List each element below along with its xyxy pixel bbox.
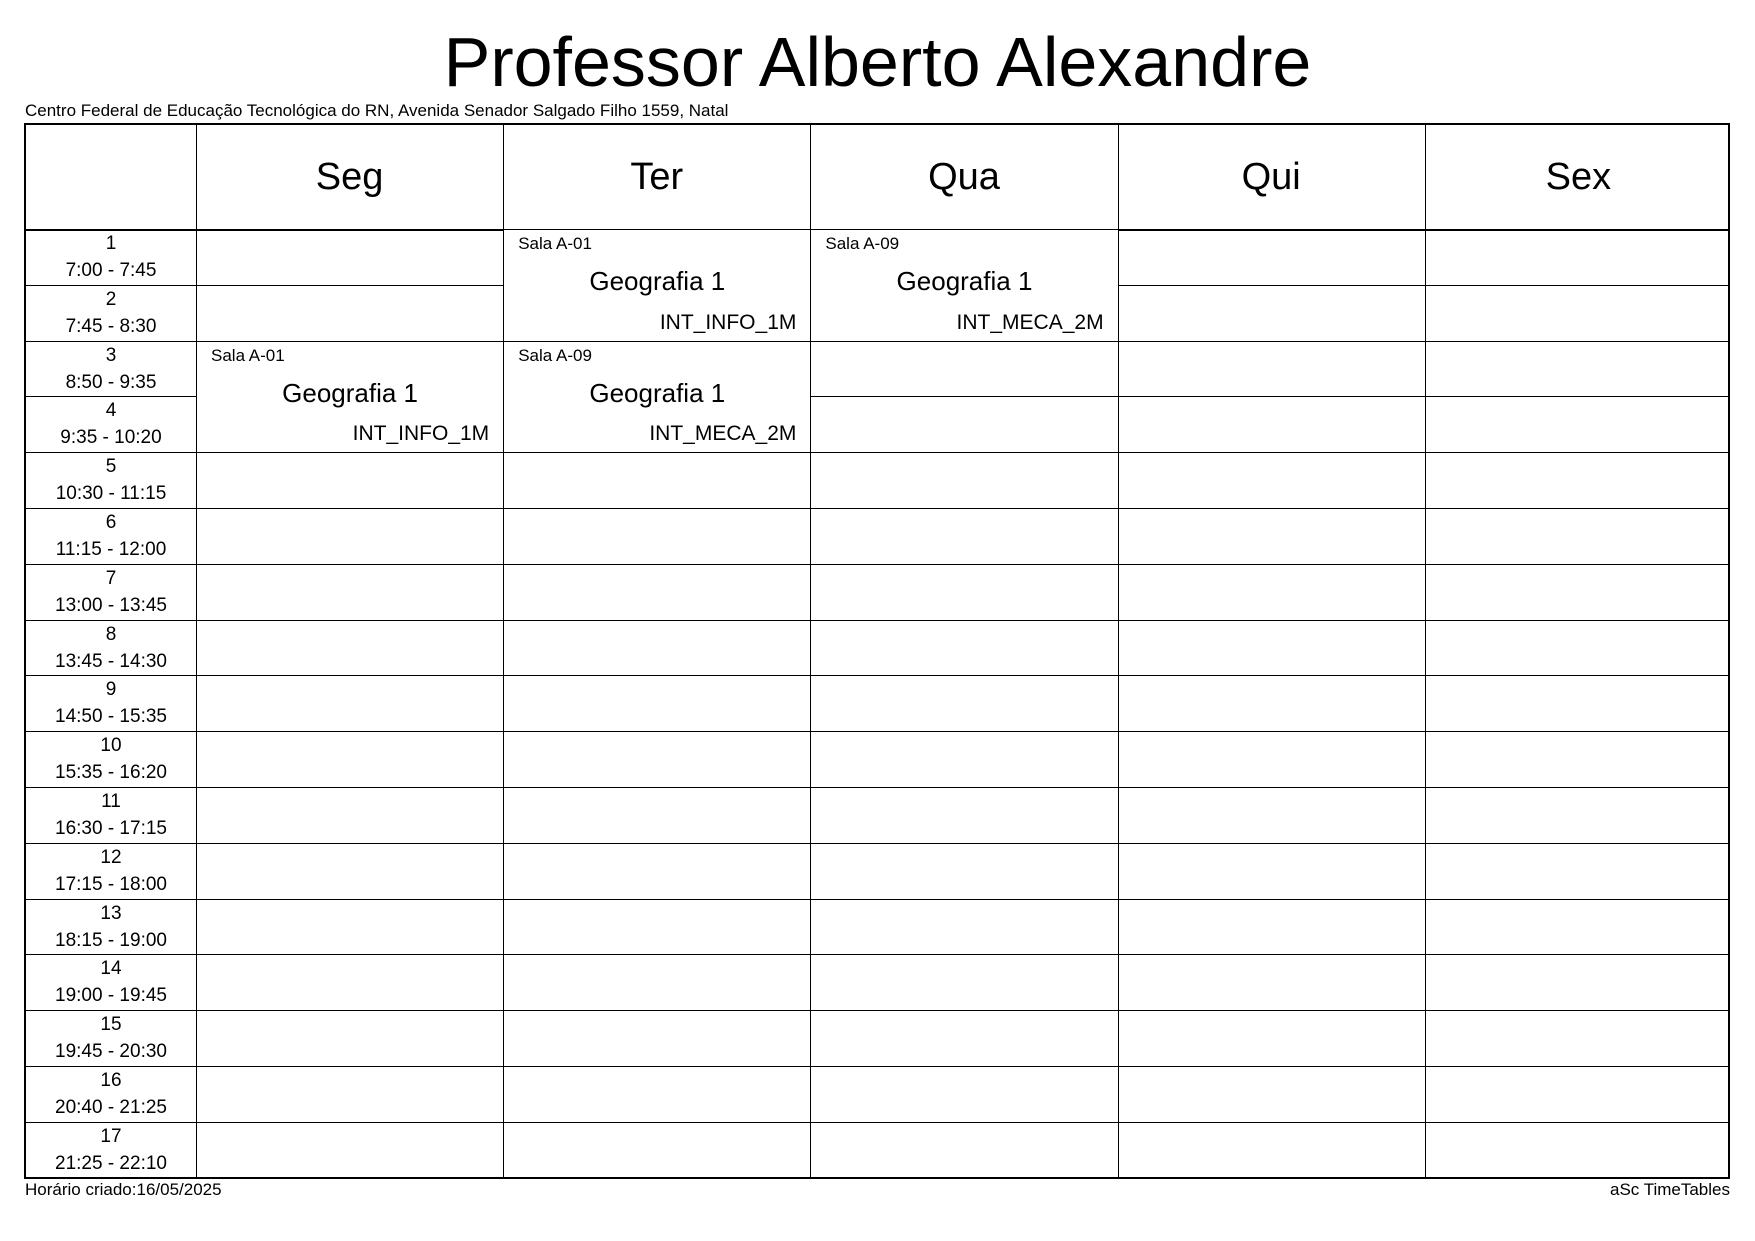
row-divider <box>26 1122 1728 1123</box>
period-label <box>26 900 196 956</box>
period-label <box>26 1123 196 1179</box>
day-header-qua: Qua <box>928 155 1000 198</box>
page-title: Professor Alberto Alexandre <box>443 23 1312 101</box>
period-number: 7 <box>105 567 117 589</box>
period-label <box>26 230 196 286</box>
period-number: 10 <box>100 735 122 757</box>
lesson-room: Sala A-09 <box>825 234 900 253</box>
period-label <box>26 509 196 565</box>
period-time: 19:45 - 20:30 <box>55 1041 167 1063</box>
period-number: 11 <box>101 791 121 812</box>
period-label <box>26 788 196 844</box>
period-number: 15 <box>100 1014 122 1036</box>
period-label <box>26 676 196 732</box>
lesson-card[interactable] <box>504 230 810 342</box>
lesson-subject: Geografia 1 <box>589 377 726 408</box>
row-divider <box>26 564 1728 565</box>
period-number: 6 <box>105 512 117 533</box>
row-divider <box>26 899 1728 900</box>
period-number: 4 <box>105 400 117 422</box>
period-time: 20:40 - 21:25 <box>55 1097 167 1118</box>
row-divider <box>26 787 1728 788</box>
created-date: Horário criado:16/05/2025 <box>25 1180 222 1199</box>
timetable-grid <box>24 123 1730 1179</box>
period-number: 1 <box>105 233 117 254</box>
period-number: 3 <box>105 344 117 366</box>
row-divider <box>26 675 1728 676</box>
day-header-qui: Qui <box>1241 155 1301 198</box>
period-number: 13 <box>100 902 122 924</box>
period-time: 13:45 - 14:30 <box>55 650 167 672</box>
lesson-class: INT_MECA_2M <box>956 310 1104 334</box>
lesson-subject: Geografia 1 <box>589 266 726 296</box>
period-time: 17:15 - 18:00 <box>55 873 167 895</box>
lesson-card[interactable] <box>504 341 810 454</box>
row-divider <box>26 731 1728 732</box>
day-header-sex: Sex <box>1545 155 1612 198</box>
column-divider <box>196 125 197 1177</box>
period-time: 21:25 - 22:10 <box>55 1152 167 1174</box>
row-divider <box>26 1066 1728 1067</box>
lesson-room: Sala A-01 <box>211 345 285 365</box>
lesson-card[interactable] <box>197 341 503 454</box>
school-address: Centro Federal de Educação Tecnológica do RN, Avenida Senador Salgado Filho 1559, Natal <box>25 101 729 120</box>
row-divider <box>26 1010 1728 1011</box>
period-time: 9:35 - 10:20 <box>60 427 162 449</box>
period-number: 8 <box>105 623 117 645</box>
period-label <box>26 453 196 509</box>
period-label <box>26 397 196 453</box>
period-time: 13:00 - 13:45 <box>55 594 167 616</box>
lesson-room: Sala A-01 <box>518 234 592 253</box>
row-divider <box>26 843 1728 844</box>
period-label <box>26 621 196 677</box>
lesson-class: INT_MECA_2M <box>649 422 797 446</box>
period-number: 2 <box>105 288 117 310</box>
period-number: 14 <box>100 958 122 980</box>
software-credit: aSc TimeTables <box>1610 1180 1730 1199</box>
period-time: 8:50 - 9:35 <box>65 371 157 393</box>
period-time: 19:00 - 19:45 <box>55 985 167 1007</box>
day-header-ter: Ter <box>630 155 684 198</box>
row-divider <box>26 508 1728 509</box>
lesson-room: Sala A-09 <box>518 345 592 365</box>
period-time: 16:30 - 17:15 <box>55 818 167 839</box>
period-label <box>26 1067 196 1123</box>
row-divider <box>26 954 1728 955</box>
row-divider <box>26 620 1728 621</box>
lesson-subject: Geografia 1 <box>282 377 419 408</box>
period-time: 7:45 - 8:30 <box>65 315 157 337</box>
period-label <box>26 286 196 342</box>
period-label <box>26 342 196 398</box>
period-time: 14:50 - 15:35 <box>55 706 167 728</box>
period-number: 12 <box>100 846 122 868</box>
lesson-class: INT_INFO_1M <box>659 310 797 334</box>
period-number: 9 <box>105 679 117 701</box>
column-divider <box>1425 125 1426 1177</box>
period-time: 10:30 - 11:15 <box>55 483 167 505</box>
period-time: 7:00 - 7:45 <box>65 260 157 281</box>
period-number: 17 <box>100 1125 122 1147</box>
period-time: 18:15 - 19:00 <box>55 929 167 951</box>
period-number: 16 <box>100 1070 122 1091</box>
period-label <box>26 732 196 788</box>
lesson-card[interactable] <box>811 230 1117 342</box>
period-label <box>26 955 196 1011</box>
lesson-class: INT_INFO_1M <box>352 422 490 446</box>
period-number: 5 <box>105 456 117 478</box>
column-divider <box>1118 125 1119 1177</box>
period-label <box>26 1011 196 1067</box>
period-label <box>26 844 196 900</box>
day-header-seg: Seg <box>315 155 384 198</box>
period-time: 11:15 - 12:00 <box>55 539 167 560</box>
period-label <box>26 565 196 621</box>
period-time: 15:35 - 16:20 <box>55 762 167 784</box>
lesson-subject: Geografia 1 <box>896 266 1033 296</box>
